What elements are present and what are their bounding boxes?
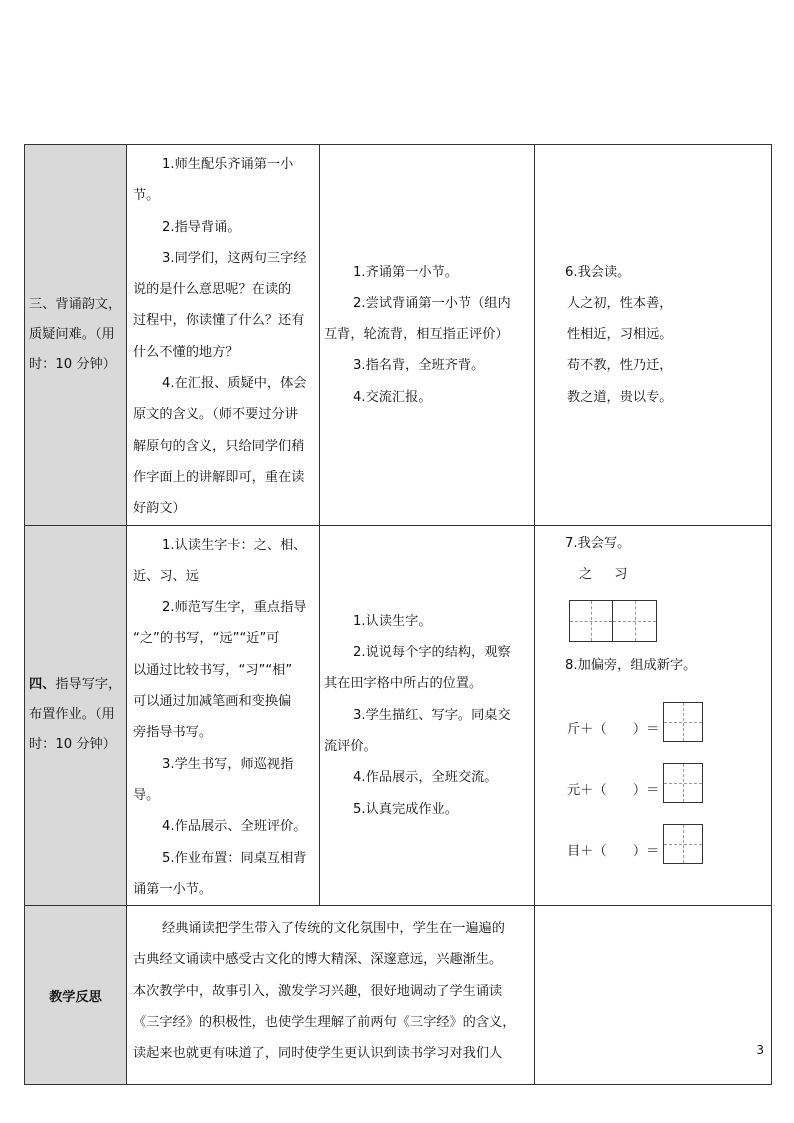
section4-row xyxy=(25,525,772,906)
radical-formula xyxy=(535,803,771,864)
teacher-line: 3.学生书写，师巡视指导。 xyxy=(133,756,294,803)
reflection-empty-cell xyxy=(535,906,772,1085)
reflection-line: 经典诵读把学生带入了传统的文化氛围中，学生在一遍遍的 xyxy=(162,921,505,937)
reflection-line: 古典经文诵读中感受古文化的博大精深、深邃意远，兴趣渐生。 xyxy=(133,952,503,968)
formula-text: 目＋（ ）＝ xyxy=(567,844,660,860)
student-line: 5.认真完成作业。 xyxy=(353,801,458,817)
section3-stage xyxy=(25,145,127,526)
teacher-line: 解原句的含义，只给同学们稍 xyxy=(133,438,305,454)
board-line: 性相近，习相远。 xyxy=(567,327,673,343)
student-line: 互背，轮流背，相互指正评价） xyxy=(324,327,509,343)
reflection-label: 教学反思 xyxy=(25,906,127,1085)
student-line: 其在田字格中所占的位置。 xyxy=(324,676,483,692)
student-line: 4.作品展示，全班交流。 xyxy=(353,770,498,786)
tian-grid-cell[interactable] xyxy=(569,600,613,642)
reflection-line: 《三字经》的积极性，也使学生理解了前两句《三字经》的含义， xyxy=(133,1015,516,1031)
student-line: 3.学生描红、写字。同桌交 xyxy=(353,707,511,723)
char-label: 习 xyxy=(614,566,628,582)
teacher-line: 旁指导书写。 xyxy=(133,725,213,741)
student-line: 1.认读生字。 xyxy=(353,613,432,629)
stage-line: 质疑问难。（用 xyxy=(29,326,115,342)
teacher-line: 4.在汇报、质疑中，体会 xyxy=(162,376,307,392)
teacher-line: 2.师范写生字，重点指导 xyxy=(162,600,307,616)
student-line: 流评价。 xyxy=(324,738,377,754)
page-number: 3 xyxy=(756,1043,764,1057)
section4-practice xyxy=(535,525,772,906)
radical-formula xyxy=(535,681,771,742)
stage-line: 三、背诵韵文， xyxy=(29,296,122,312)
teacher-line: 原文的含义。（师不要过分讲 xyxy=(133,407,298,423)
tian-grid-cell[interactable] xyxy=(663,702,703,742)
student-line: 1.齐诵第一小节。 xyxy=(353,264,458,280)
section4-stage xyxy=(25,525,127,906)
teacher-line: 什么不懂的地方？ xyxy=(133,344,239,360)
lesson-plan-table xyxy=(24,144,772,1085)
write-chars xyxy=(535,559,771,590)
teacher-line: 以通过比较书写，“习”“相” xyxy=(133,662,293,678)
stage-number: 四、 xyxy=(29,677,56,693)
teacher-line: 5.作业布置：同桌互相背 xyxy=(162,850,307,866)
teacher-line: 4.作品展示、全班评价。 xyxy=(162,819,307,835)
teacher-line: 2.指导背诵。 xyxy=(162,219,241,235)
teacher-line: 3.同学们，这两句三字经 xyxy=(162,250,307,266)
section3-student-activities xyxy=(320,145,535,526)
reflection-text xyxy=(127,906,535,1085)
board-line: 人之初，性本善， xyxy=(567,295,673,311)
teacher-line: 可以通过加减笔画和变换偏 xyxy=(133,694,292,710)
teacher-line: 过程中，你读懂了什么？还有 xyxy=(133,313,305,329)
student-line: 2.说说每个字的结构，观察 xyxy=(353,645,511,661)
add-radical-title: 8.加偏旁，组成新字。 xyxy=(565,658,697,674)
teacher-line: 1.认读生字卡：之、相、 xyxy=(162,537,307,553)
write-title: 7.我会写。 xyxy=(565,535,631,551)
stage-line: 布置作业。（用 xyxy=(29,707,115,723)
stage-line: 时：10 分钟） xyxy=(29,356,116,372)
teacher-line: 作字面上的讲解即可，重在读 xyxy=(133,469,305,485)
teacher-line: 诵第一小节。 xyxy=(133,881,213,897)
student-line: 2.尝试背诵第一小节（组内 xyxy=(353,295,511,311)
reflection-line: 本次教学中，故事引入，激发学习兴趣，很好地调动了学生诵读 xyxy=(133,983,503,999)
student-line: 4.交流汇报。 xyxy=(353,389,432,405)
reflection-row xyxy=(25,906,772,1085)
teacher-line: “之”的书写，“远”“近”可 xyxy=(133,631,280,647)
teacher-line: 1.师生配乐齐诵第一小 xyxy=(162,157,294,172)
tian-grid-cell[interactable] xyxy=(663,763,703,803)
stage-line: 时：10 分钟） xyxy=(29,737,116,753)
reflection-line: 读起来也就更有味道了，同时使学生更认识到读书学习对我们人 xyxy=(133,1046,503,1062)
formula-text: 斤＋（ ）＝ xyxy=(567,722,660,738)
board-line: 苟不教，性乃迁， xyxy=(567,358,673,374)
char-label: 之 xyxy=(579,566,593,582)
section3-board xyxy=(535,145,772,526)
section4-student-activities xyxy=(320,525,535,906)
teacher-line: 近、习、远 xyxy=(133,568,199,584)
section3-teacher-activities xyxy=(127,145,320,526)
formula-text: 元＋（ ）＝ xyxy=(567,783,660,799)
teacher-line: 说的是什么意思呢？在读的 xyxy=(133,282,292,298)
teacher-line: 好韵文） xyxy=(133,501,186,517)
board-line: 6.我会读。 xyxy=(565,264,631,280)
stage-line: 指导写字， xyxy=(55,677,122,693)
radical-formula xyxy=(535,742,771,803)
section4-teacher-activities xyxy=(127,525,320,906)
tian-grid-cell[interactable] xyxy=(663,824,703,864)
board-line: 教之道，贵以专。 xyxy=(567,389,673,405)
writing-grid[interactable] xyxy=(569,600,771,642)
student-line: 3.指名背，全班齐背。 xyxy=(353,358,485,374)
teacher-line: 节。 xyxy=(133,188,160,204)
tian-grid-cell[interactable] xyxy=(613,600,657,642)
section3-row xyxy=(25,145,772,526)
